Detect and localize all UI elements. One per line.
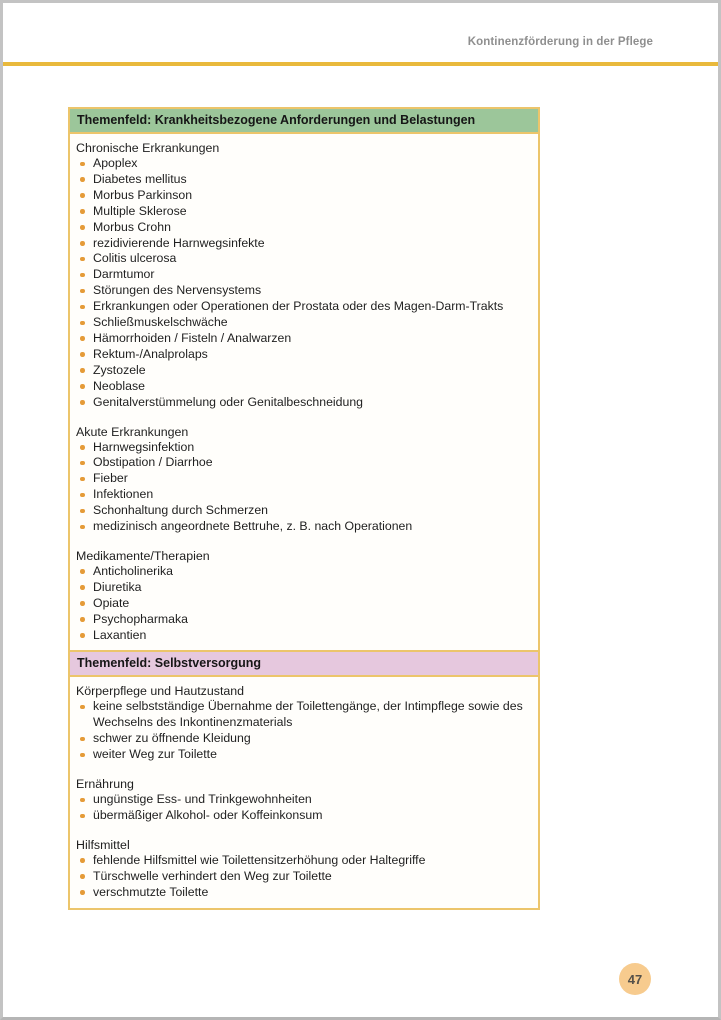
- bullet-list: [76, 156, 530, 411]
- list-item-text: Anticholinerika: [93, 563, 173, 578]
- list-item: [76, 204, 530, 220]
- list-item-text: Infektionen: [93, 487, 154, 502]
- list-item-text: medizinisch angeordnete Bettruhe, z. B. nach Operationen: [93, 519, 413, 534]
- item-group: [70, 418, 538, 542]
- list-item-text: Opiate: [93, 595, 130, 610]
- section-header: Themenfeld: Krankheitsbezogene Anforderungen und Belastungen: [70, 109, 538, 134]
- list-item: [76, 885, 530, 901]
- list-item-text: Darmtumor: [93, 267, 155, 282]
- bullet-icon: [80, 445, 85, 450]
- bullet-icon: [80, 493, 85, 498]
- list-item: [76, 347, 530, 363]
- list-item-text: Genitalverstümmelung oder Genitalbeschneidung: [93, 394, 364, 409]
- group-title: Akute Erkrankungen: [76, 424, 189, 439]
- list-item-text: Schonhaltung durch Schmerzen: [93, 503, 268, 518]
- list-item: [76, 251, 530, 267]
- bullet-icon: [80, 321, 85, 326]
- bullet-icon: [80, 633, 85, 638]
- list-item-text: Apoplex: [93, 156, 138, 170]
- bullet-icon: [80, 162, 85, 167]
- bullet-icon: [80, 461, 85, 466]
- bullet-icon: [80, 289, 85, 294]
- bullet-list: [76, 699, 530, 763]
- list-item: [76, 379, 530, 395]
- bullet-icon: [80, 193, 85, 198]
- list-item: [76, 699, 530, 731]
- list-item-text: ungünstige Ess- und Trinkgewohnheiten: [93, 792, 312, 807]
- list-item-text: fehlende Hilfsmittel wie Toilettensitzerhöhung oder Haltegriffe: [93, 852, 426, 867]
- list-item: [76, 792, 530, 808]
- bullet-icon: [80, 241, 85, 246]
- bullet-icon: [80, 753, 85, 758]
- list-item: [76, 628, 530, 644]
- list-item: [76, 156, 530, 172]
- list-item: [76, 331, 530, 347]
- themenfeld-table: [68, 107, 540, 910]
- section-header: Themenfeld: Selbstversorgung: [70, 652, 538, 677]
- list-item: [76, 503, 530, 519]
- list-item: [76, 731, 530, 747]
- list-item-text: Neoblase: [93, 378, 145, 393]
- list-item-text: Zystozele: [93, 362, 146, 377]
- list-item-text: Hämorrhoiden / Fisteln / Analwarzen: [93, 330, 292, 345]
- list-item: [76, 299, 530, 315]
- bullet-icon: [80, 305, 85, 310]
- page-number: 47: [627, 971, 643, 987]
- bullet-icon: [80, 225, 85, 230]
- list-item: [76, 596, 530, 612]
- list-item: [76, 172, 530, 188]
- list-item-text: verschmutzte Toilette: [93, 884, 209, 899]
- list-item-text: Multiple Sklerose: [93, 203, 187, 218]
- bullet-icon: [80, 384, 85, 389]
- bullet-icon: [80, 705, 85, 710]
- list-item-text: übermäßiger Alkohol- oder Koffeinkonsum: [93, 808, 323, 822]
- bullet-icon: [80, 400, 85, 405]
- list-item-text: keine selbstständige Übernahme der Toilettengänge, der Intimpflege sowie des Wechselns des Inkontinenzmaterials: [93, 699, 523, 730]
- bullet-list: [76, 440, 530, 535]
- list-item: [76, 853, 530, 869]
- list-item: [76, 315, 530, 331]
- list-item: [76, 363, 530, 379]
- group-title: Ernährung: [76, 777, 134, 792]
- list-item: [76, 283, 530, 299]
- list-item-text: Diabetes mellitus: [93, 171, 187, 186]
- list-item: [76, 395, 530, 411]
- list-item: [76, 612, 530, 628]
- group-title: Medikamente/Therapien: [76, 548, 210, 563]
- list-item-text: Colitis ulcerosa: [93, 251, 177, 266]
- list-item: [76, 236, 530, 252]
- list-item: [76, 580, 530, 596]
- list-item-text: Diuretika: [93, 579, 142, 594]
- section-body: [70, 134, 538, 650]
- list-item: [76, 267, 530, 283]
- bullet-icon: [80, 177, 85, 182]
- list-item: [76, 440, 530, 456]
- list-item-text: rezidivierende Harnwegsinfekte: [93, 235, 265, 250]
- item-group: [70, 677, 538, 770]
- bullet-icon: [80, 273, 85, 278]
- item-group: [70, 770, 538, 831]
- item-group: [70, 542, 538, 651]
- list-item: [76, 471, 530, 487]
- list-item-text: Harnwegsinfektion: [93, 439, 195, 454]
- bullet-icon: [80, 798, 85, 803]
- list-item: [76, 487, 530, 503]
- bullet-icon: [80, 525, 85, 530]
- themenfeld-section: [70, 650, 538, 907]
- bullet-icon: [80, 368, 85, 373]
- list-item-text: schwer zu öffnende Kleidung: [93, 731, 251, 746]
- section-body: [70, 677, 538, 907]
- list-item-text: Rektum-/Analprolaps: [93, 346, 208, 361]
- header-rule: [3, 62, 718, 66]
- list-item-text: Erkrankungen oder Operationen der Prostata oder des Magen-Darm-Trakts: [93, 299, 504, 314]
- bullet-icon: [80, 737, 85, 742]
- bullet-icon: [80, 352, 85, 357]
- list-item-text: Fieber: [93, 471, 128, 486]
- item-group: [70, 134, 538, 418]
- group-title: Hilfsmittel: [76, 837, 130, 852]
- bullet-list: [76, 792, 530, 824]
- list-item-text: Türschwelle verhindert den Weg zur Toilette: [93, 868, 332, 883]
- list-item-text: Morbus Crohn: [93, 219, 171, 234]
- bullet-icon: [80, 209, 85, 214]
- list-item: [76, 220, 530, 236]
- group-title: Körperpflege und Hautzustand: [76, 684, 245, 699]
- bullet-icon: [80, 858, 85, 863]
- list-item: [76, 564, 530, 580]
- list-item-text: weiter Weg zur Toilette: [93, 747, 217, 762]
- bullet-icon: [80, 585, 85, 590]
- list-item-text: Störungen des Nervensystems: [93, 283, 262, 298]
- list-item-text: Schließmuskelschwäche: [93, 315, 228, 330]
- list-item: [76, 455, 530, 471]
- bullet-icon: [80, 814, 85, 819]
- bullet-icon: [80, 617, 85, 622]
- list-item-text: Obstipation / Diarrhoe: [93, 455, 213, 470]
- bullet-icon: [80, 336, 85, 341]
- item-group: [70, 831, 538, 908]
- list-item-text: Laxantien: [93, 627, 147, 642]
- list-item-text: Morbus Parkinson: [93, 187, 193, 202]
- bullet-icon: [80, 601, 85, 606]
- list-item: [76, 808, 530, 824]
- list-item-text: Psychopharmaka: [93, 611, 189, 626]
- running-header: Kontinenzförderung in der Pflege: [467, 36, 653, 48]
- group-title: Chronische Erkrankungen: [76, 141, 220, 155]
- bullet-icon: [80, 477, 85, 482]
- list-item: [76, 747, 530, 763]
- bullet-icon: [80, 569, 85, 574]
- bullet-list: [76, 564, 530, 644]
- bullet-list: [76, 853, 530, 901]
- list-item: [76, 188, 530, 204]
- themenfeld-section: [70, 109, 538, 650]
- list-item: [76, 869, 530, 885]
- bullet-icon: [80, 509, 85, 514]
- list-item: [76, 519, 530, 535]
- page-number-badge: [619, 963, 651, 995]
- bullet-icon: [80, 890, 85, 895]
- bullet-icon: [80, 257, 85, 262]
- bullet-icon: [80, 874, 85, 879]
